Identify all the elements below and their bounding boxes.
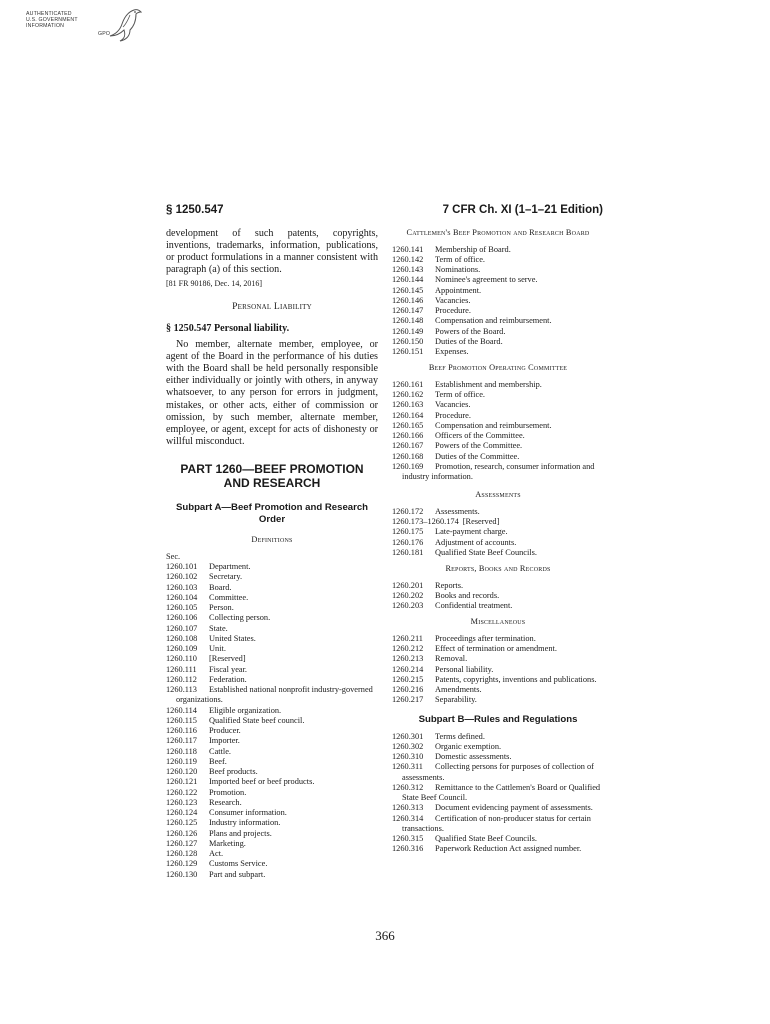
toc-entry: [166, 562, 378, 572]
toc-section-title: Officers of the Committee.: [435, 431, 525, 440]
toc-section-number: 1260.315: [392, 834, 424, 843]
toc-section-number: 1260.214: [392, 664, 424, 674]
toc-section-number: 1260.181: [392, 547, 424, 557]
toc-entry: [392, 411, 604, 421]
toc-section-number: 1260.145: [392, 285, 424, 295]
toc-section-number: 1260.212: [392, 644, 424, 653]
toc-section-number: 1260.203: [392, 601, 424, 610]
toc-section-title: [Reserved]: [462, 517, 500, 526]
toc-section-number: 1260.120: [166, 767, 198, 776]
toc-entry: [166, 808, 378, 818]
toc-entry: [166, 829, 378, 839]
section-header: § 1250.547: [166, 204, 224, 216]
toc-entry: [392, 654, 604, 664]
toc-section-title: State.: [209, 623, 228, 633]
toc-section-title: Beef products.: [209, 767, 258, 776]
toc-section-number: 1260.142: [392, 254, 424, 264]
toc-entry: [392, 431, 604, 441]
toc-entry: [166, 634, 378, 644]
toc-entry: [392, 296, 604, 306]
toc-section-title: Domestic assessments.: [435, 752, 512, 761]
toc-entry: [392, 347, 604, 357]
rules-list: [392, 732, 604, 855]
toc-section-title: Organic exemption.: [435, 741, 502, 751]
toc-section-number: 1260.168: [392, 451, 424, 461]
toc-section-number: 1260.143: [392, 265, 424, 274]
toc-entry: [166, 716, 378, 726]
toc-section-number: 1260.118: [166, 746, 197, 756]
toc-section-title: Remittance to the Cattlemen's Board or Qualified State Beef Council.: [402, 782, 601, 802]
definitions-heading: Definitions: [251, 534, 293, 544]
toc-entry: [392, 306, 604, 316]
toc-section-title: Books and records.: [435, 590, 500, 600]
toc-entry: [392, 517, 604, 527]
toc-section-title: Nominee's agreement to serve.: [435, 275, 538, 285]
toc-entry: [392, 421, 604, 431]
toc-entry: [392, 275, 604, 285]
toc-section-number: 1260.146: [392, 295, 424, 305]
toc-section-title: Terms defined.: [435, 731, 485, 741]
toc-entry: [166, 859, 378, 869]
toc-section-title: [Reserved]: [209, 654, 246, 664]
toc-entry: [166, 665, 378, 675]
toc-section-number: 1260.150: [392, 336, 424, 346]
toc-section-number: 1260.217: [392, 695, 424, 705]
toc-entry: [166, 767, 378, 777]
toc-section-number: 1260.202: [392, 590, 424, 600]
toc-section-number: 1260.111: [166, 664, 197, 674]
toc-section-number: 1260.127: [166, 838, 198, 848]
toc-section-title: Established national nonprofit industry-governed organizations.: [176, 685, 373, 705]
board-heading: Cattlemen's Beef Promotion and Research Board: [406, 228, 590, 237]
toc-section-number: 1260.107: [166, 623, 198, 633]
toc-entry: [392, 814, 604, 835]
toc-entry: [392, 601, 604, 611]
toc-section-number: 1260.144: [392, 275, 424, 285]
toc-entry: [392, 634, 604, 644]
toc-entry: [392, 286, 604, 296]
toc-entry: [166, 613, 378, 623]
toc-section-number: 1260.129: [166, 859, 198, 869]
seal-text-line: AUTHENTICATED: [26, 11, 72, 17]
toc-section-number: 1260.117: [166, 736, 197, 746]
toc-entry: [392, 316, 604, 326]
toc-section-title: Term of office.: [435, 254, 485, 264]
toc-section-title: Duties of the Committee.: [435, 451, 520, 461]
toc-entry: [392, 581, 604, 591]
toc-section-title: Expenses.: [435, 347, 469, 356]
toc-section-number: 1260.301: [392, 731, 424, 741]
toc-section-number: 1260.141: [392, 244, 424, 254]
toc-section-title: Federation.: [209, 674, 247, 684]
toc-section-number: 1260.215: [392, 674, 424, 684]
toc-section-title: Paperwork Reduction Act assigned number.: [435, 844, 582, 854]
toc-section-title: Qualified State Beef Councils.: [435, 547, 537, 557]
toc-section-title: Consumer information.: [209, 808, 287, 817]
toc-section-number: 1260.166: [392, 431, 424, 440]
toc-section-title: Reports.: [435, 580, 464, 590]
page-number: 366: [375, 928, 395, 943]
toc-section-title: Imported beef or beef products.: [209, 777, 315, 787]
toc-section-title: Fiscal year.: [209, 664, 247, 674]
toc-entry: [392, 834, 604, 844]
eagle-icon: [104, 6, 142, 42]
toc-section-title: Cattle.: [209, 746, 232, 756]
toc-section-title: Establishment and membership.: [435, 379, 542, 389]
toc-section-title: United States.: [209, 633, 256, 643]
toc-section-title: Adjustment of accounts.: [435, 537, 517, 547]
toc-entry: [392, 265, 604, 275]
gpo-authentication-seal: [22, 6, 144, 42]
definitions-list: [166, 562, 378, 880]
toc-section-title: Powers of the Committee.: [435, 441, 523, 451]
toc-entry: [392, 245, 604, 255]
toc-entry: [166, 726, 378, 736]
toc-entry: [392, 675, 604, 685]
toc-section-number: 1260.103: [166, 582, 198, 592]
toc-entry: [392, 462, 604, 483]
toc-section-number: 1260.211: [392, 633, 423, 643]
toc-section-title: Amendments.: [435, 685, 482, 694]
toc-section-number: 1260.112: [166, 674, 197, 684]
toc-section-title: Late-payment charge.: [435, 527, 508, 537]
toc-entry: [392, 337, 604, 347]
subpart-title: Subpart A—Beef Promotion and Research Order: [175, 501, 369, 525]
section-title: § 1250.547 Personal liability.: [166, 323, 290, 335]
toc-section-title: Qualified State beef council.: [209, 715, 305, 725]
toc-entry: [392, 783, 604, 804]
toc-section-title: Promotion.: [209, 787, 247, 797]
seal-text-line: U.S. GOVERNMENT: [26, 17, 78, 23]
toc-section-title: Collecting persons for purposes of collection of assessments.: [402, 762, 594, 782]
toc-section-number: 1260.114: [166, 705, 197, 715]
toc-section-number: 1260.151: [392, 347, 424, 356]
toc-section-title: Importer.: [209, 736, 240, 746]
toc-section-title: Removal.: [435, 654, 468, 664]
toc-section-number: 1260.213: [392, 654, 424, 664]
toc-section-number: 1260.167: [392, 441, 424, 451]
toc-entry: [166, 747, 378, 757]
toc-section-number: 1260.314: [392, 813, 424, 823]
toc-section-number: 1260.173–1260.174: [392, 517, 459, 526]
toc-section-title: Committee.: [209, 592, 249, 602]
toc-section-title: Vacancies.: [435, 295, 471, 305]
toc-section-number: 1260.104: [166, 592, 198, 602]
toc-section-number: 1260.105: [166, 603, 198, 612]
toc-section-number: 1260.172: [392, 506, 424, 516]
toc-section-title: Certification of non-producer status for certain transactions.: [402, 813, 591, 833]
toc-section-title: Confidential treatment.: [435, 601, 513, 610]
toc-entry: [166, 624, 378, 634]
left-column: [166, 228, 378, 880]
toc-section-number: 1260.122: [166, 787, 198, 797]
toc-entry: [166, 675, 378, 685]
toc-entry: [392, 327, 604, 337]
toc-section-number: 1260.102: [166, 572, 198, 582]
toc-section-number: 1260.164: [392, 410, 424, 420]
toc-entry: [392, 548, 604, 558]
committee-heading: Beef Promotion Operating Committee: [428, 363, 568, 373]
toc-section-number: 1260.113: [166, 685, 197, 694]
toc-section-number: 1260.201: [392, 580, 424, 590]
toc-section-title: Compensation and reimbursement.: [435, 420, 552, 430]
misc-heading: Miscellaneous: [470, 617, 526, 627]
toc-section-title: Document evidencing payment of assessments.: [435, 803, 593, 813]
toc-section-number: 1260.165: [392, 420, 424, 430]
toc-section-number: 1260.124: [166, 808, 198, 817]
intro-paragraph: development of such patents, copyrights, inventions, trademarks, information, publications, or product formulations in a manner consistent with paragraph (a) of this section.: [166, 228, 378, 276]
toc-section-number: 1260.101: [166, 562, 198, 571]
toc-section-title: Patents, copyrights, inventions and publications.: [435, 674, 597, 684]
toc-entry: [392, 452, 604, 462]
toc-section-title: Procedure.: [435, 306, 471, 315]
toc-section-title: Act.: [209, 849, 224, 858]
toc-section-number: 1260.302: [392, 741, 424, 751]
toc-entry: [166, 736, 378, 746]
toc-section-number: 1260.121: [166, 777, 198, 787]
toc-section-title: Proceedings after termination.: [435, 633, 536, 643]
toc-section-title: Effect of termination or amendment.: [435, 644, 557, 653]
toc-section-number: 1260.169: [392, 461, 424, 471]
toc-entry: [392, 752, 604, 762]
committee-list: [392, 380, 604, 483]
toc-section-number: 1260.313: [392, 803, 424, 813]
toc-entry: [392, 591, 604, 601]
seal-text-line: GPO: [98, 31, 111, 37]
toc-entry: [166, 788, 378, 798]
toc-section-title: Department.: [209, 562, 251, 571]
toc-section-title: Term of office.: [435, 390, 485, 399]
reports-heading: Reports, Books and Records: [445, 564, 551, 573]
toc-section-number: 1260.149: [392, 326, 424, 336]
toc-entry: [166, 572, 378, 582]
toc-section-title: Promotion, research, consumer information and industry information.: [402, 461, 595, 481]
toc-section-number: 1260.106: [166, 613, 198, 623]
toc-entry: [166, 757, 378, 767]
toc-section-number: 1260.126: [166, 828, 198, 838]
toc-section-number: 1260.110: [166, 654, 197, 664]
toc-entry: [166, 706, 378, 716]
toc-entry: [392, 380, 604, 390]
toc-entry: [166, 839, 378, 849]
toc-section-number: 1260.176: [392, 537, 424, 547]
toc-section-title: Producer.: [209, 726, 241, 735]
toc-section-title: Duties of the Board.: [435, 336, 503, 346]
toc-entry: [392, 400, 604, 410]
toc-section-number: 1260.109: [166, 644, 198, 653]
toc-section-title: Collecting person.: [209, 613, 271, 623]
assessments-list: [392, 507, 604, 558]
toc-section-title: Vacancies.: [435, 400, 471, 410]
seal-text-line: INFORMATION: [26, 23, 65, 29]
section-heading: Personal Liability: [232, 301, 312, 313]
toc-entry: [392, 665, 604, 675]
toc-entry: [166, 644, 378, 654]
toc-section-number: 1260.312: [392, 782, 424, 792]
toc-section-number: 1260.311: [392, 762, 423, 772]
right-column: [392, 228, 604, 855]
toc-section-number: 1260.108: [166, 633, 198, 643]
section-body: No member, alternate member, employee, or agent of the Board in the performance of his duties with the Board shall be held personally responsible either individually or jointly with others, in anyway whatsoever, to any person for errors in judgment, mistakes, or other acts, either of commission or omission, by such member, alternate member, employee, or agent, except for acts of dishonesty or willful misconduct.: [166, 339, 378, 447]
toc-entry: [166, 654, 378, 664]
toc-entry: [392, 538, 604, 548]
toc-section-number: 1260.161: [392, 379, 424, 389]
part-title: PART 1260—BEEF PROMOTION AND RESEARCH: [180, 461, 364, 490]
toc-entry: [392, 507, 604, 517]
toc-section-number: 1260.125: [166, 818, 198, 828]
toc-section-title: Eligible organization.: [209, 705, 282, 715]
toc-entry: [392, 695, 604, 705]
toc-section-title: Plans and projects.: [209, 828, 272, 838]
toc-entry: [166, 777, 378, 787]
toc-section-number: 1260.216: [392, 685, 424, 694]
toc-section-number: 1260.128: [166, 849, 198, 858]
toc-section-number: 1260.175: [392, 527, 424, 537]
toc-entry: [166, 603, 378, 613]
toc-entry: [392, 441, 604, 451]
toc-entry: [392, 390, 604, 400]
toc-section-title: Nominations.: [435, 265, 481, 274]
toc-section-title: Personal liability.: [435, 664, 494, 674]
board-list: [392, 245, 604, 358]
toc-section-title: Qualified State Beef Councils.: [435, 834, 537, 843]
misc-list: [392, 634, 604, 706]
toc-section-number: 1260.116: [166, 726, 197, 735]
toc-section-title: Marketing.: [209, 838, 246, 848]
toc-section-number: 1260.147: [392, 306, 424, 315]
toc-section-title: Board.: [209, 582, 232, 592]
toc-section-title: Customs Service.: [209, 859, 268, 869]
subpart-b-title: Subpart B—Rules and Regulations: [418, 713, 578, 725]
toc-section-title: Unit.: [209, 644, 226, 653]
edition-header: 7 CFR Ch. XI (1–1–21 Edition): [442, 204, 603, 216]
toc-section-number: 1260.123: [166, 797, 198, 807]
toc-section-number: 1260.115: [166, 715, 197, 725]
toc-section-number: 1260.310: [392, 752, 424, 761]
toc-section-title: Beef.: [209, 756, 227, 766]
toc-entry: [392, 644, 604, 654]
toc-section-number: 1260.130: [166, 869, 198, 879]
toc-entry: [392, 255, 604, 265]
toc-section-title: Appointment.: [435, 285, 482, 295]
toc-section-title: Research.: [209, 797, 242, 807]
toc-entry: [392, 742, 604, 752]
toc-section-title: Person.: [209, 603, 234, 612]
citation: [81 FR 90186, Dec. 14, 2016]: [166, 279, 262, 289]
toc-section-title: Secretary.: [209, 572, 243, 582]
reports-list: [392, 581, 604, 612]
toc-section-title: Procedure.: [435, 410, 471, 420]
toc-section-title: Industry information.: [209, 818, 281, 828]
toc-entry: [166, 798, 378, 808]
toc-section-number: 1260.119: [166, 756, 197, 766]
toc-entry: [392, 685, 604, 695]
toc-entry: [166, 685, 378, 706]
toc-entry: [392, 762, 604, 783]
toc-entry: [166, 583, 378, 593]
assessments-heading: Assessments: [475, 490, 521, 500]
toc-section-number: 1260.163: [392, 400, 424, 410]
sec-label: Sec.: [166, 551, 181, 561]
toc-section-title: Assessments.: [435, 506, 480, 516]
toc-entry: [392, 527, 604, 537]
toc-section-title: Membership of Board.: [435, 244, 511, 254]
toc-entry: [166, 593, 378, 603]
toc-entry: [392, 732, 604, 742]
toc-entry: [166, 870, 378, 880]
toc-section-title: Separability.: [435, 695, 477, 705]
toc-section-number: 1260.316: [392, 844, 424, 854]
toc-entry: [392, 844, 604, 854]
toc-section-title: Powers of the Board.: [435, 326, 506, 336]
toc-entry: [392, 803, 604, 813]
toc-section-number: 1260.148: [392, 316, 424, 326]
toc-entry: [166, 849, 378, 859]
toc-entry: [166, 818, 378, 828]
toc-section-title: Compensation and reimbursement.: [435, 316, 552, 326]
toc-section-number: 1260.162: [392, 390, 424, 399]
toc-section-title: Part and subpart.: [209, 869, 266, 879]
